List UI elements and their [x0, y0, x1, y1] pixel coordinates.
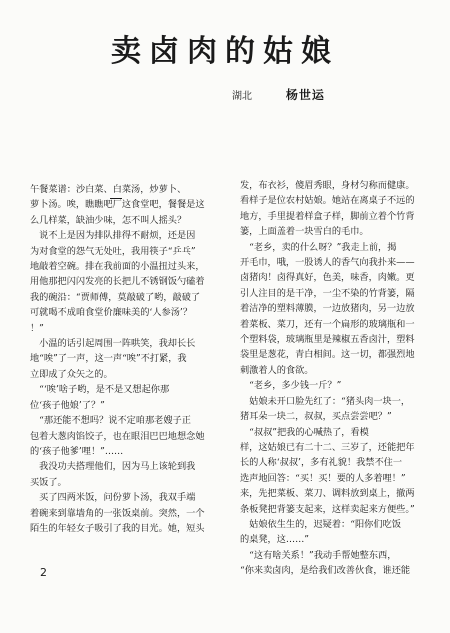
text-line: 看样子是位农村姑娘。她站在离桌子不远的 — [240, 195, 415, 207]
text-line: 说不上是因为排队排得不耐烦，还是因 — [30, 230, 196, 242]
article-title: 卖卤肉的姑娘 — [111, 34, 339, 69]
text-line: 选声地回答：“买！买！要的人多着哩！” — [240, 472, 406, 484]
text-line: 的‘孩子他爹’哩！”…… — [30, 445, 124, 457]
text-line: 袋里是葱花，青白相间。这一切，都强烈地 — [240, 349, 415, 361]
text-line: 用他那把闪闪发亮的长把儿不锈钢饭勺磕着 — [30, 276, 205, 288]
text-line: “那还能不想吗？说不定咱那老嫂子正 — [30, 415, 191, 427]
text-line: 卤猪肉！卤得真好，色美，味香，肉嫩。更 — [240, 272, 415, 284]
text-line: 为对食堂的怨气无处吐，我用筷子“乒乓” — [30, 245, 196, 257]
text-line: 着碗来到靠墙角的一张饭桌前。突然，一个 — [30, 507, 205, 519]
text-line: 着洁净的塑料薄膜，一边放猪肉，另一边放 — [240, 303, 415, 315]
text-line: 午餐菜谱：沙白菜、白菜汤，炒萝卜、 — [30, 184, 187, 195]
text-line: 长的人称‘叔叔’，多有礼貌！我禁不住一 — [240, 457, 403, 469]
text-line: 我没功夫搭理他们，因为马上该轮到我 — [30, 461, 196, 473]
text-line: “老乡，多少钱一斤？” — [240, 380, 342, 392]
text-line: 姑娘未开口脸先红了：“猪头肉一块一， — [240, 395, 411, 407]
text-line: “老乡，卖的什么呀？”我走上前，揭 — [240, 241, 397, 253]
text-line: 买饭了。 — [30, 476, 67, 488]
text-line: 买了四两米饭，问份萝卜汤，我双手端 — [30, 492, 196, 504]
text-line: 刺激着人的食欲。 — [240, 364, 314, 376]
text-line: “你来卖卤肉，是给我们改善伙食，谁还能 — [240, 565, 411, 577]
text-line: 萝卜汤。唉，瞧瞧吧厂这食堂吧，餐餐是这 — [30, 199, 205, 211]
text-line: 地方，手里提着样盒子样，脚前立着个竹背 — [240, 210, 415, 222]
text-line: 可就喝不成咱食堂价廉味美的‘人参汤’？ — [30, 307, 193, 319]
text-line: 包着大葱肉馅饺子，也在眼泪巴巴地想念她 — [30, 430, 205, 442]
text-line: 小温的话引起周围一阵哄笑，我却长长 — [30, 338, 196, 350]
text-line: 开毛巾，哦，一股诱人的香气向我扑来—— — [240, 257, 415, 269]
text-line: “叔叔”把我的心喊热了，看模 — [240, 426, 369, 438]
text-line: 陌生的年轻女子吸引了我的目光。她，短头 — [30, 522, 205, 534]
text-line: 地“唉”了一声，这一声“唉”不打紧，我 — [30, 353, 187, 365]
left-text-column — [30, 182, 230, 536]
text-line: “这有啥关系！”我动手帮她整东西， — [240, 549, 397, 561]
text-line: 发，布衣衫，傻眉秀眼，身材匀称而健康。 — [240, 180, 415, 191]
text-line: 条板凳把背篓支起来，这样卖起来方便些。” — [240, 503, 415, 515]
text-line: 位‘孩子他娘’了？” — [30, 399, 105, 411]
text-line: 样，这姑娘已有二十二、三岁了，还能把年 — [240, 441, 415, 453]
text-line: “‘唉’啥子哟，是不是又想起你那 — [30, 384, 170, 396]
text-line: 立即成了众矢之的。 — [30, 368, 113, 380]
author-region: 湖北 — [232, 91, 252, 102]
text-line: 么几样菜，缺油少味，怎不叫人摇头？ — [30, 214, 187, 226]
text-line: 着菜板、菜刀，还有一个扁形的玻璃瓶和一 — [240, 318, 415, 330]
text-line: 个塑料袋，玻璃瓶里是辣椒五香卤汁，塑料 — [240, 334, 415, 346]
text-line: ！” — [30, 322, 44, 334]
text-line: 猪耳朵一块二，叔叔，买点尝尝吧？” — [240, 411, 392, 423]
text-line: 来，先把菜板、菜刀、调料放到桌上，撤两 — [240, 488, 415, 500]
author-name: 杨世运 — [285, 88, 325, 102]
text-line: 引人注目的是干净，一尘不染的竹背篓，隔 — [240, 287, 415, 299]
page-number: 2 — [40, 566, 47, 579]
text-line: 我的碗沿：“贾师傅，莫敲破了哟，敲破了 — [30, 291, 201, 303]
text-line: 篓，上面盖着一块雪白的毛巾。 — [240, 226, 369, 238]
right-text-column — [240, 178, 436, 579]
byline — [232, 86, 325, 103]
text-line: 地敲着空碗。排在我前面的小温扭过头来， — [30, 261, 205, 273]
text-line: 姑娘依生生的，迟疑着：“阳你们吃饭 — [240, 518, 401, 530]
text-line: 的桌凳，这……” — [240, 534, 310, 546]
